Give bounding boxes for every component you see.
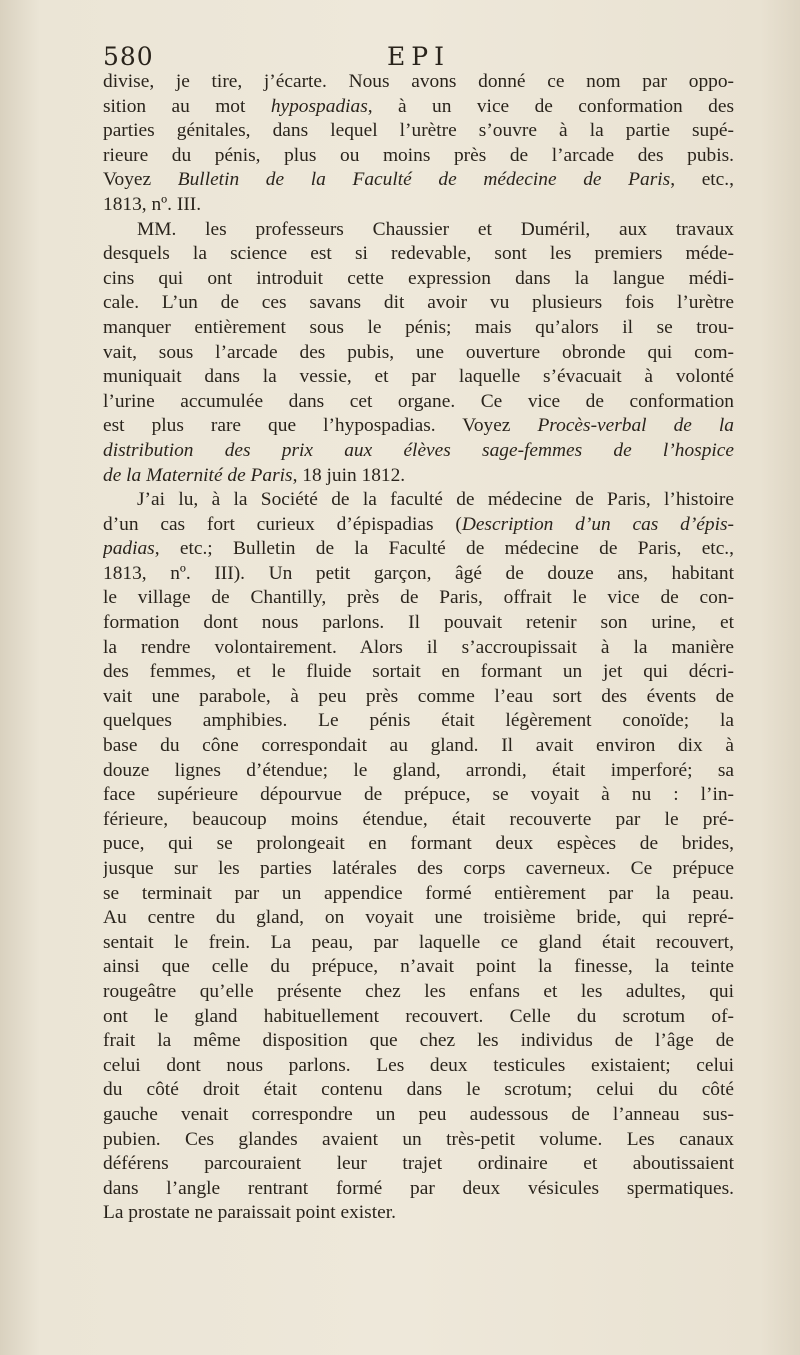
text-run: cins qui ont introduit cette expression dans la langue médi- (103, 267, 734, 289)
text-run: jusque sur les parties latérales des corps caverneux. Ce prépuce (103, 858, 734, 879)
text-line (103, 1152, 734, 1177)
text-line (103, 464, 734, 489)
text-run: , 18 juin 1812. (292, 464, 406, 486)
text-line (103, 218, 734, 243)
italic-text: Description d’un cas d’épis- (461, 513, 734, 535)
text-line (103, 70, 734, 95)
text-line (103, 759, 734, 784)
text-line (103, 414, 734, 439)
text-line (103, 513, 734, 538)
text-line (103, 168, 734, 193)
text-line (103, 1128, 734, 1153)
italic-text: padias (103, 538, 155, 560)
text-run: celui dont nous parlons. Les deux testicules existaient; celui (103, 1054, 734, 1076)
text-line (103, 562, 734, 587)
text-line (103, 660, 734, 685)
text-line (103, 611, 734, 636)
paragraph (103, 70, 734, 218)
text-line (103, 931, 734, 956)
text-run: puce, qui se prolongeait en formant deux espèces de brides, (103, 833, 734, 855)
text-run: divise, je tire, j’écarte. Nous avons donné ce nom par oppo- (103, 71, 734, 92)
paragraph (103, 218, 734, 489)
text-run: base du cône correspondait au gland. Il avait environ dix à (103, 735, 734, 757)
italic-text: Bulletin de la Faculté de médecine de Paris (177, 169, 671, 191)
text-run: des femmes, et le fluide sortait en formant un jet qui décri- (103, 661, 734, 683)
text-run: pubien. Ces glandes avaient un très-petit volume. Les canaux (103, 1128, 734, 1150)
text-run: du côté droit était contenu dans le scrotum; celui du côté (103, 1079, 734, 1101)
text-run: le village de Chantilly, près de Paris, offrait le vice de con- (103, 587, 734, 609)
text-run: est plus rare que l’hypospadias. Voyez (103, 415, 538, 437)
text-run: sition au mot (103, 95, 271, 117)
text-run: ont le gland habituellement recouvert. Celle du scrotum of- (103, 1005, 734, 1027)
page-number: 580 (103, 42, 154, 71)
text-line (103, 95, 734, 120)
text-run: 1813, nº. III. (103, 193, 202, 215)
text-run: douze lignes d’étendue; le gland, arrondi, était imperforé; sa (103, 759, 734, 781)
text-run: rougeâtre qu’elle présente chez les enfans et les adultes, qui (103, 980, 734, 1002)
text-run: formation dont nous parlons. Il pouvait retenir son urine, et (103, 612, 734, 634)
text-line (103, 906, 734, 931)
text-line (103, 709, 734, 734)
text-run: , à un vice de conformation des (367, 95, 734, 117)
text-run: déférens parcouraient leur trajet ordinaire et aboutissaient (103, 1153, 734, 1175)
text-run: férieure, beaucoup moins étendue, était recouverte par le pré- (103, 808, 734, 830)
text-line (103, 857, 734, 882)
text-run: Voyez (103, 169, 178, 191)
text-line (103, 1078, 734, 1103)
text-line (103, 119, 734, 144)
text-run: sentait le frein. La peau, par laquelle ce gland était recouvert, (103, 931, 734, 953)
text-line (103, 1029, 734, 1054)
text-line (103, 291, 734, 316)
text-line (103, 341, 734, 366)
text-line (103, 586, 734, 611)
text-line (103, 267, 734, 292)
text-run: parties génitales, dans lequel l’urètre s’ouvre à la partie supé- (103, 120, 734, 142)
text-run: vait, sous l’arcade des pubis, une ouverture obronde qui com- (103, 341, 734, 363)
text-line (103, 636, 734, 661)
text-run: gauche venait correspondre un peu audessous de l’anneau sus- (103, 1103, 734, 1125)
text-run: frait la même disposition que chez les individus de l’âge de (103, 1030, 734, 1052)
italic-text: de la Maternité de Paris (103, 464, 293, 486)
text-run: desquels la science est si redevable, sont les premiers méde- (103, 243, 734, 265)
running-head: EPI (387, 42, 450, 71)
text-line (103, 882, 734, 907)
text-line (103, 537, 734, 562)
text-run: cale. L’un de ces savans dit avoir vu plusieurs fois l’urètre (103, 292, 734, 314)
text-run: manquer entièrement sous le pénis; mais qu’alors il se trou- (103, 316, 734, 338)
text-run: dans l’angle rentrant formé par deux vésicules spermatiques. (103, 1177, 734, 1199)
italic-text: Procès-verbal de la (537, 415, 734, 437)
text-line (103, 832, 734, 857)
text-run: ainsi que celle du prépuce, n’avait point la finesse, la teinte (103, 956, 734, 978)
text-line (103, 808, 734, 833)
italic-text: hypospadias (270, 95, 368, 117)
text-line (103, 144, 734, 169)
text-run: muniquait dans la vessie, et par laquelle s’évacuait à volonté (103, 366, 734, 388)
text-run: Au centre du gland, on voyait une troisième bride, qui repré- (103, 907, 734, 929)
text-line (103, 316, 734, 341)
body-text (103, 70, 734, 1226)
text-line (103, 365, 734, 390)
text-run: La prostate ne paraissait point exister. (103, 1202, 396, 1224)
text-run: la rendre volontairement. Alors il s’accroupissait à la manière (103, 636, 734, 658)
text-run: d’un cas fort curieux d’épispadias ( (103, 513, 462, 535)
text-run: rieure du pénis, plus ou moins près de l’arcade des pubis. (103, 144, 734, 166)
text-run: quelques amphibies. Le pénis était légèrement conoïde; la (103, 710, 734, 732)
text-run: , etc., (670, 169, 734, 191)
text-line (103, 439, 734, 464)
text-run: 1813, nº. III). Un petit garçon, âgé de douze ans, habitant (103, 562, 734, 584)
text-line (103, 390, 734, 415)
text-run: MM. les professeurs Chaussier et Duméril, aux travaux (137, 218, 734, 240)
text-line (103, 1103, 734, 1128)
text-run: , etc.; Bulletin de la Faculté de médecine de Paris, etc., (154, 538, 734, 560)
text-line (103, 783, 734, 808)
paragraph (103, 488, 734, 1226)
text-line (103, 1201, 734, 1226)
text-line (103, 193, 734, 218)
text-run: face supérieure dépourvue de prépuce, se voyait à nu : l’in- (103, 784, 734, 806)
text-line (103, 980, 734, 1005)
text-line (103, 1005, 734, 1030)
text-run: J’ai lu, à la Société de la faculté de médecine de Paris, l’histoire (137, 489, 734, 511)
italic-text: distribution des prix aux élèves sage-femmes de l’hospice (103, 439, 734, 461)
text-line (103, 955, 734, 980)
text-line (103, 488, 734, 513)
text-line (103, 1177, 734, 1202)
page-header (103, 40, 734, 74)
text-run: vait une parabole, à peu près comme l’eau sort des évents de (103, 685, 734, 707)
text-line (103, 734, 734, 759)
text-line (103, 1054, 734, 1079)
text-line (103, 685, 734, 710)
text-line (103, 242, 734, 267)
text-run: l’urine accumulée dans cet organe. Ce vice de conformation (103, 390, 734, 412)
text-run: se terminait par un appendice formé entièrement par la peau. (103, 882, 734, 904)
